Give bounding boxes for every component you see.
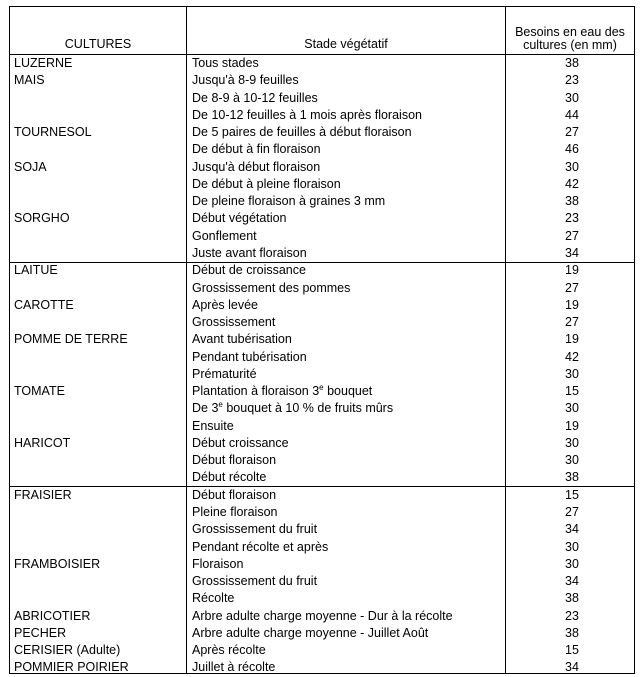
ordinal-superscript: e — [319, 382, 324, 392]
table-row — [10, 383, 634, 400]
table-row — [10, 55, 634, 72]
culture-cell: ABRICOTIER — [14, 608, 91, 623]
stage-cell: Arbre adulte charge moyenne - Juillet Août — [192, 625, 429, 640]
water-need-cell: 30 — [565, 366, 579, 381]
stage-cell — [192, 383, 502, 400]
stage-cell: De début à pleine floraison — [192, 176, 341, 191]
stage-cell: De pleine floraison à graines 3 mm — [192, 194, 386, 209]
table-row — [10, 210, 634, 227]
culture-cell: CERISIER (Adulte) — [14, 643, 121, 658]
table-row — [10, 331, 634, 348]
stage-cell: Ensuite — [192, 418, 234, 433]
table-row — [10, 349, 634, 366]
stage-cell: Jusqu'à début floraison — [192, 159, 321, 174]
header-water-needs: Besoins en eau des cultures (en mm) — [515, 25, 625, 52]
table-row — [10, 418, 634, 435]
water-need-cell: 30 — [565, 453, 579, 468]
table-row — [10, 297, 634, 314]
water-need-cell: 30 — [565, 401, 579, 416]
stage-cell: Juste avant floraison — [192, 245, 307, 260]
table-row — [10, 107, 634, 124]
stage-text: Plantation à floraison 3 — [192, 384, 320, 399]
stage-cell: De début à fin floraison — [192, 142, 321, 157]
stage-cell: Après récolte — [192, 643, 266, 658]
stage-cell: Juillet à récolte — [192, 660, 276, 675]
table-row — [10, 608, 634, 625]
culture-cell: HARICOT — [14, 435, 71, 450]
culture-cell: CAROTTE — [14, 297, 74, 312]
stage-cell: Arbre adulte charge moyenne - Dur à la récolte — [192, 608, 453, 623]
table-row — [10, 642, 634, 659]
table-row — [10, 556, 634, 573]
culture-cell: LAITUE — [14, 263, 58, 278]
water-need-cell: 38 — [565, 591, 579, 606]
stage-cell: Début végétation — [192, 211, 287, 226]
stage-cell: Début croissance — [192, 435, 289, 450]
stage-cell: Début récolte — [192, 470, 267, 485]
water-need-cell: 38 — [565, 194, 579, 209]
culture-cell: TOURNESOL — [14, 125, 92, 140]
stage-cell: De 8-9 à 10-12 feuilles — [192, 90, 318, 105]
stage-cell — [192, 400, 502, 417]
water-need-cell: 27 — [565, 315, 579, 330]
water-need-cell: 34 — [565, 522, 579, 537]
water-needs-table — [9, 6, 635, 674]
water-need-cell: 34 — [565, 574, 579, 589]
culture-cell: SORGHO — [14, 211, 70, 226]
water-need-cell: 19 — [565, 297, 579, 312]
stage-cell: Grossissement — [192, 315, 276, 330]
stage-cell: Prématurité — [192, 366, 257, 381]
water-need-cell: 30 — [565, 90, 579, 105]
water-need-cell: 19 — [565, 332, 579, 347]
stage-text: De 3 — [192, 401, 219, 416]
stage-cell: Gonflement — [192, 228, 257, 243]
table-row — [10, 452, 634, 469]
culture-cell: FRAMBOISIER — [14, 556, 101, 571]
water-need-cell: 27 — [565, 280, 579, 295]
stage-cell: Tous stades — [192, 56, 259, 70]
water-need-cell: 23 — [565, 73, 579, 88]
header-cultures: CULTURES — [64, 37, 132, 51]
stage-text: bouquet — [323, 384, 373, 399]
table-row — [10, 262, 634, 279]
stage-text: bouquet à 10 % de fruits mûrs — [222, 401, 394, 416]
stage-cell: De 10-12 feuilles à 1 mois après floraison — [192, 107, 422, 122]
table-row — [10, 141, 634, 158]
water-need-cell: 30 — [565, 556, 579, 571]
stage-cell: Grossissement des pommes — [192, 280, 351, 295]
water-need-cell: 27 — [565, 125, 579, 140]
water-need-cell: 30 — [565, 435, 579, 450]
table-row — [10, 280, 634, 297]
stage-cell: Début floraison — [192, 487, 277, 502]
water-need-cell: 27 — [565, 228, 579, 243]
table-row — [10, 366, 634, 383]
stage-cell: Pendant tubérisation — [192, 349, 307, 364]
table-row — [10, 314, 634, 331]
culture-cell: POMMIER POIRIER — [14, 660, 129, 675]
table-row — [10, 124, 634, 141]
culture-cell: SOJA — [14, 159, 47, 174]
table-row — [10, 521, 634, 538]
water-need-cell: 15 — [565, 643, 579, 658]
header-stage: Stade végétatif — [304, 37, 388, 51]
table-row — [10, 228, 634, 245]
table-row — [10, 72, 634, 89]
water-need-cell: 42 — [565, 349, 579, 364]
table-row — [10, 659, 634, 676]
water-need-cell: 15 — [565, 384, 579, 399]
water-need-cell: 38 — [565, 625, 579, 640]
stage-cell: Pleine floraison — [192, 505, 278, 520]
culture-cell: PECHER — [14, 625, 67, 640]
stage-cell: Grossissement du fruit — [192, 574, 318, 589]
table-row — [10, 539, 634, 556]
stage-cell: Grossissement du fruit — [192, 522, 318, 537]
ordinal-superscript: e — [218, 400, 223, 410]
table-row — [10, 625, 634, 642]
water-need-cell: 19 — [565, 418, 579, 433]
table-row — [10, 487, 634, 504]
stage-cell: Début floraison — [192, 453, 277, 468]
water-need-cell: 42 — [565, 176, 579, 191]
culture-cell: MAIS — [14, 73, 45, 88]
stage-cell: Début de croissance — [192, 263, 306, 278]
culture-cell: TOMATE — [14, 384, 65, 399]
table-row — [10, 590, 634, 607]
water-need-cell: 23 — [565, 211, 579, 226]
water-need-cell: 46 — [565, 142, 579, 157]
stage-cell: Floraison — [192, 556, 244, 571]
table-row — [10, 469, 634, 486]
table-row — [10, 504, 634, 521]
culture-cell: FRAISIER — [14, 487, 72, 502]
water-need-cell: 23 — [565, 608, 579, 623]
stage-cell: Pendant récolte et après — [192, 539, 329, 554]
water-need-cell: 15 — [565, 487, 579, 502]
water-need-cell: 19 — [565, 263, 579, 278]
water-need-cell: 34 — [565, 245, 579, 260]
table-row — [10, 573, 634, 590]
table-row — [10, 400, 634, 417]
water-need-cell: 38 — [565, 56, 579, 70]
table-row — [10, 193, 634, 210]
water-need-cell: 27 — [565, 505, 579, 520]
stage-cell: Avant tubérisation — [192, 332, 292, 347]
water-need-cell: 30 — [565, 539, 579, 554]
stage-cell: Après levée — [192, 297, 259, 312]
table-row — [10, 90, 634, 107]
water-need-cell: 44 — [565, 107, 579, 122]
stage-cell: Jusqu'à 8-9 feuilles — [192, 73, 299, 88]
water-need-cell: 38 — [565, 470, 579, 485]
stage-cell: De 5 paires de feuilles à début floraison — [192, 125, 412, 140]
table-row — [10, 176, 634, 193]
culture-cell: LUZERNE — [14, 56, 73, 70]
table-row — [10, 159, 634, 176]
stage-cell: Récolte — [192, 591, 235, 606]
culture-cell: POMME DE TERRE — [14, 332, 128, 347]
table-row — [10, 435, 634, 452]
water-need-cell: 34 — [565, 660, 579, 675]
water-need-cell: 30 — [565, 159, 579, 174]
table-row — [10, 245, 634, 262]
